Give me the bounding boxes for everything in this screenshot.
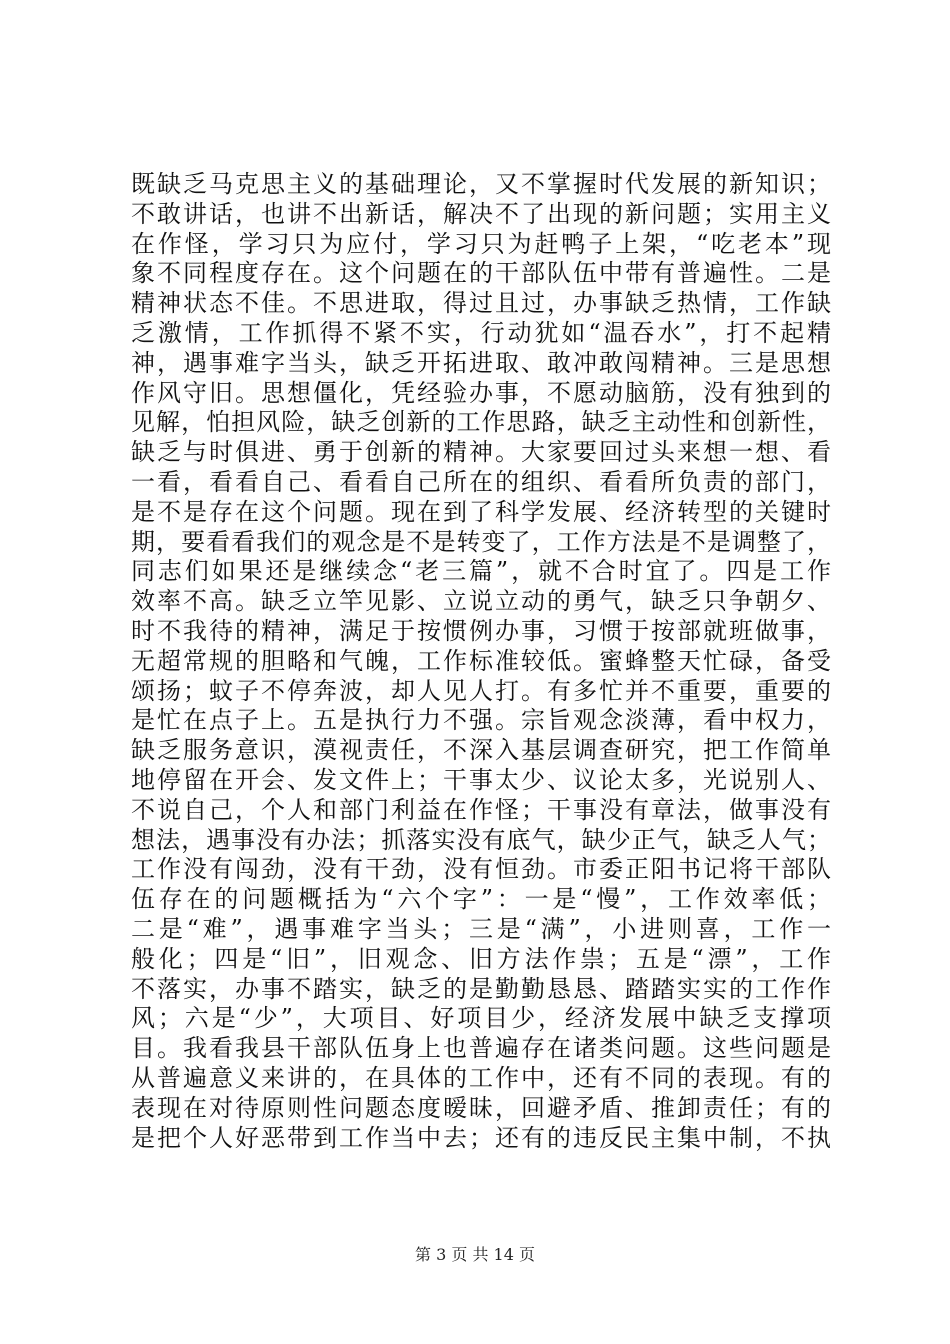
text-line: 乏激情，工作抓得不紧不实，行动犹如“温吞水”，打不起精 xyxy=(131,318,831,347)
text-line: 缺乏服务意识，漠视责任，不深入基层调查研究，把工作简单 xyxy=(131,736,831,765)
text-line: 神，遇事难字当头，缺乏开拓进取、敢冲敢闯精神。三是思想 xyxy=(131,348,831,377)
text-line: 不说自己，个人和部门利益在作怪；干事没有章法，做事没有 xyxy=(131,795,831,824)
text-line: 目。我看我县干部队伍身上也普遍存在诸类问题。这些问题是 xyxy=(131,1034,831,1063)
text-line: 既缺乏马克思主义的基础理论，又不掌握时代发展的新知识； xyxy=(131,170,831,198)
text-line: 从普遍意义来讲的，在具体的工作中，还有不同的表现。有的 xyxy=(131,1063,831,1092)
text-line: 一看，看看自己、看看自己所在的组织、看看所负责的部门， xyxy=(131,467,831,496)
text-line: 地停留在开会、发文件上；干事太少、议论太多，光说别人、 xyxy=(131,765,831,794)
text-line: 期，要看看我们的观念是不是转变了，工作方法是不是调整了， xyxy=(131,527,831,556)
text-line: 缺乏与时俱进、勇于创新的精神。大家要回过头来想一想、看 xyxy=(131,438,831,467)
text-line: 是把个人好恶带到工作当中去；还有的违反民主集中制，不执 xyxy=(131,1123,831,1152)
text-line: 是不是存在这个问题。现在到了科学发展、经济转型的关键时 xyxy=(131,497,831,526)
text-line: 作风守旧。思想僵化，凭经验办事，不愿动脑筋，没有独到的 xyxy=(131,378,831,407)
text-line: 表现在对待原则性问题态度暧昧，回避矛盾、推卸责任；有的 xyxy=(131,1093,831,1122)
text-line: 是忙在点子上。五是执行力不强。宗旨观念淡薄，看中权力， xyxy=(131,706,831,735)
text-line: 想法，遇事没有办法；抓落实没有底气，缺少正气，缺乏人气； xyxy=(131,825,831,854)
text-line: 风；六是“少”，大项目、好项目少，经济发展中缺乏支撑项 xyxy=(131,1004,831,1033)
text-line: 在作怪，学习只为应付，学习只为赶鸭子上架，“吃老本”现 xyxy=(131,229,831,258)
text-line: 不敢讲话，也讲不出新话，解决不了出现的新问题；实用主义 xyxy=(131,199,831,228)
body-text xyxy=(131,170,831,1153)
text-line: 象不同程度存在。这个问题在的干部队伍中带有普遍性。二是 xyxy=(131,259,831,288)
text-line: 见解，怕担风险，缺乏创新的工作思路，缺乏主动性和创新性， xyxy=(131,408,831,437)
text-line: 时不我待的精神，满足于按惯例办事，习惯于按部就班做事， xyxy=(131,616,831,645)
text-line: 颂扬；蚊子不停奔波，却人见人打。有多忙并不重要，重要的 xyxy=(131,676,831,705)
text-line: 精神状态不佳。不思进取，得过且过，办事缺乏热情，工作缺 xyxy=(131,289,831,318)
text-line: 效率不高。缺乏立竿见影、立说立动的勇气，缺乏只争朝夕、 xyxy=(131,587,831,616)
text-line: 工作没有闯劲，没有干劲，没有恒劲。市委正阳书记将干部队 xyxy=(131,855,831,884)
text-line: 二是“难”，遇事难字当头；三是“满”，小进则喜，工作一 xyxy=(131,914,831,943)
text-line: 无超常规的胆略和气魄，工作标准较低。蜜蜂整天忙碌，备受 xyxy=(131,646,831,675)
text-line: 同志们如果还是继续念“老三篇”，就不合时宜了。四是工作 xyxy=(131,557,831,586)
text-line: 不落实，办事不踏实，缺乏的是勤勤恳恳、踏踏实实的工作作 xyxy=(131,974,831,1003)
text-line: 伍存在的问题概括为“六个字”：一是“慢”，工作效率低； xyxy=(131,885,831,914)
page-number-footer: 第 3 页 共 14 页 xyxy=(415,1245,535,1264)
text-line: 般化；四是“旧”，旧观念、旧方法作祟；五是“漂”，工作 xyxy=(131,944,831,973)
